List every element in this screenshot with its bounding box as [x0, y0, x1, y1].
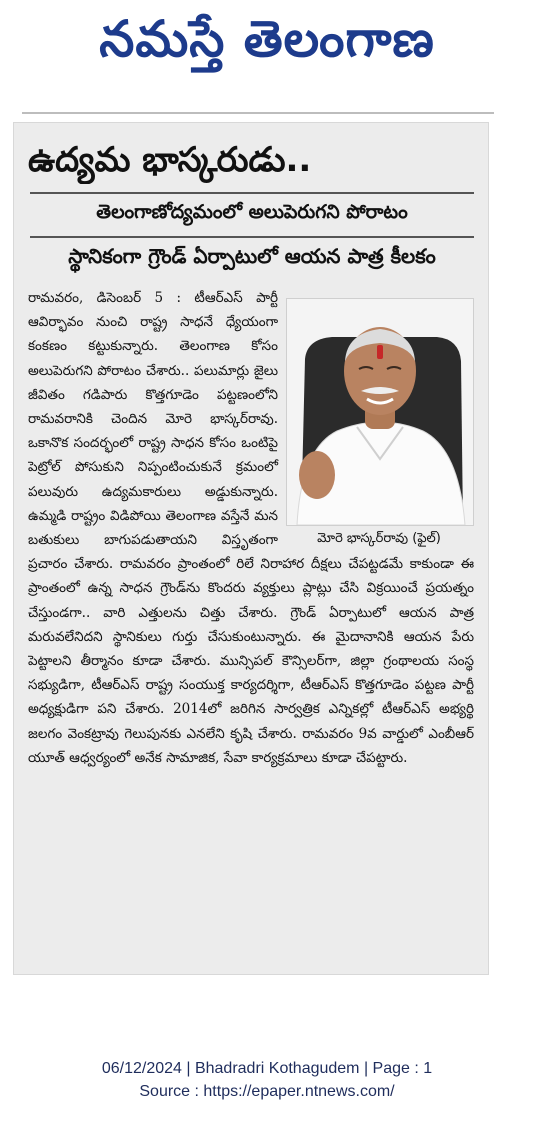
article-subheadline-2: స్థానికంగా గ్రౌండ్ ఏర్పాటులో ఆయన పాత్ర కీలకం [30, 236, 474, 274]
footer-date-edition: 06/12/2024 | Bhadradri Kothagudem | Page : 1 [101, 1060, 433, 1077]
masthead-divider [22, 112, 494, 114]
article-subheadline-1: తెలంగాణోద్యమంలో అలుపెరుగని పోరాటం [30, 192, 474, 230]
masthead-logo: నమస్తే తెలంగాణ [99, 10, 435, 68]
portrait-photo [286, 298, 474, 526]
photo-caption: మోరె భాస్కర్‌రావు (ఫైల్) [317, 531, 441, 546]
footer-source: Source : https://epaper.ntnews.com/ [139, 1083, 395, 1100]
masthead [0, 0, 534, 100]
article-body-text: రామవరం, డిసెంబర్ 5 : టీఆర్‌ఎస్ పార్టీ ఆవిర్భావం నుంచి రాష్ట్ర సాధనే ధ్యేయంగా కంకణం కట్టుకున్నారు. తెలంగాణ కోసం అలుపెరుగని పోరాటం చేశారు.. పలుమార్లు జైలు జీవితం గడిపారు కొత్తగూడెం పట్టణంలోని రామవరానికి చెందిన మోరె భాస్కర్‌రావు. ఒకానొక సందర్భంలో రాష్ట్ర సాధన కోసం ఒంటిపై పెట్రోల్ పోసుకుని నిప్పంటించుకునే క్రమంలో పలువురు ఉద్యమకారులు అడ్డుకున్నారు. ఉమ్మడి రాష్ట్రం విడిపోయి తెలంగాణ వస్తేనే మన బతుకులు బాగుపడుతాయని విస్తృతంగా ప్రచారం చేశారు. రామవరం ప్రాంతంలో రిలే నిరాహార దీక్షలు చేపట్టడమే కాకుండా ఈ ప్రాంతంలో ఉన్న సాధన గ్రౌండ్‌ను కొందరు వ్యక్తులు ప్లాట్లు చేసి విక్రయించే ప్రయత్నం చేస్తుండగా.. వారి ఎత్తులను చిత్తు చేశారు. గ్రౌండ్ ఏర్పాటులో ఆయన పాత్ర మరువలేనిదని స్థానికులు గుర్తు చేసుకుంటున్నారు. ఈ మైదానానికి ఆయన పేరు పెట్టాలని తీర్మానం కూడా చేశారు. మున్సిపల్ కౌన్సిలర్‌గా, జిల్లా గ్రంథాలయ సంస్థ సభ్యుడిగా, టీఆర్‌ఎస్ రాష్ట్ర సంయుక్త కార్యదర్శిగా, టీఆర్‌ఎస్ కొత్తగూడెం పట్టణ పార్టీ అధ్యక్షుడిగా పని చేశారు. 2014లో జరిగిన సార్వత్రిక ఎన్నికల్లో టీఆర్‌ఎస్ అభ్యర్థి జలగం వెంకట్రావు గెలుపునకు ఎనలేని కృషి చేశారు. రామవరం 9వ వార్డులో ఎంబీఆర్ యూత్ ఆధ్వర్యంలో అనేక సామాజిక, సేవా కార్యక్రమాలు కూడా చేపట్టారు. [28, 290, 474, 766]
portrait-image [287, 299, 473, 525]
article-headline: ఉద్యమ భాస్కరుడు.. [28, 140, 312, 180]
